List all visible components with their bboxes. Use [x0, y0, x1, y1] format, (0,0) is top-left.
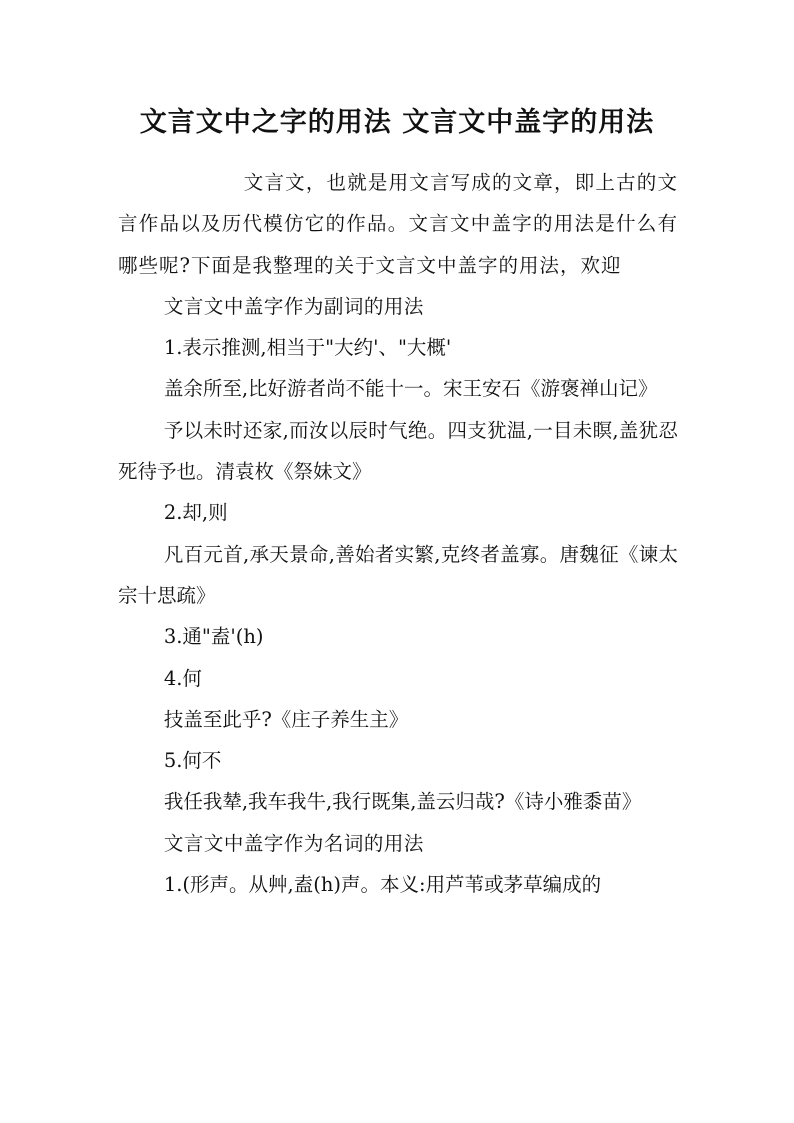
- noun-list-item-1: 1.(形声。从艸,盍(h)声。本义:用芦苇或茅草编成的: [163, 873, 602, 897]
- list-item-1: 1.表示推测,相当于"大约'、"大概': [163, 336, 452, 360]
- list-item-2: 2.却,则: [163, 501, 228, 525]
- example-paragraph-3: 凡百元首,承天景命,善始者实繁,克终者盖寡。唐魏征《谏太宗十思疏》: [118, 542, 678, 607]
- list-item-4: 4.何: [163, 666, 202, 690]
- list-item-3: 3.通"盍'(h): [163, 625, 264, 649]
- example-paragraph-2: 予以未时还家,而汝以辰时气绝。四支犹温,一目未瞑,盖犹忍死待予也。清袁枚《祭妹文》: [118, 418, 678, 484]
- document-title: 文言文中之字的用法 文言文中盖字的用法: [139, 107, 655, 138]
- example-paragraph-4: 技盖至此乎?《庄子养生主》: [163, 707, 409, 731]
- intro-paragraph: 文言文，也就是用文言写成的文章，即上古的文言作品以及历代模仿它的作品。文言文中盖字的用法是什么有哪些呢?下面是我整理的关于文言文中盖字的用法，欢迎: [118, 171, 678, 277]
- example-paragraph-1: 盖余所至,比好游者尚不能十一。宋王安石《游褒禅山记》: [163, 377, 658, 401]
- section-heading-adverb: 文言文中盖字作为副词的用法: [163, 294, 424, 318]
- section-heading-noun: 文言文中盖字作为名词的用法: [163, 831, 424, 855]
- example-paragraph-5: 我任我辇,我车我牛,我行既集,盖云归哉?《诗小雅黍苗》: [163, 790, 642, 814]
- document-body: [118, 162, 678, 905]
- list-item-5: 5.何不: [163, 749, 222, 773]
